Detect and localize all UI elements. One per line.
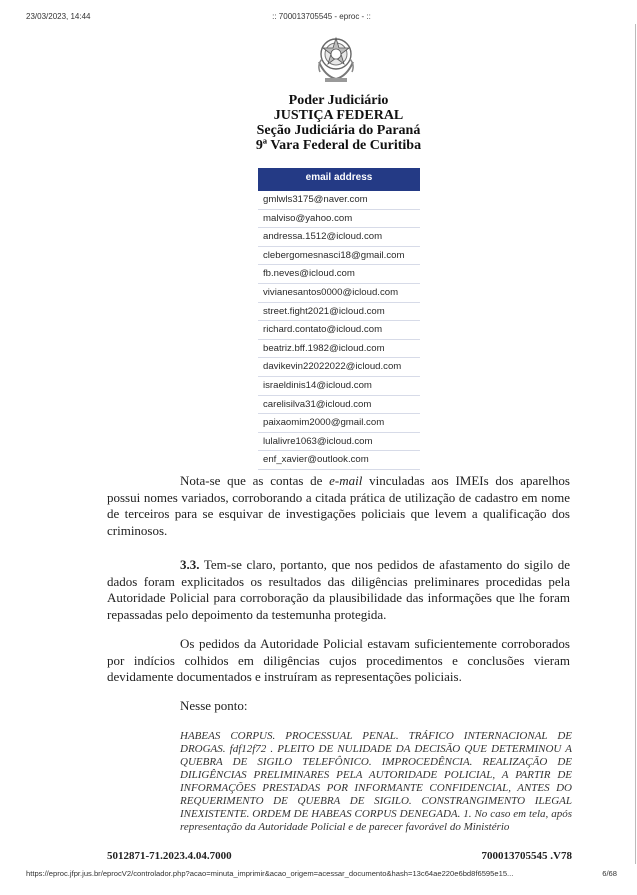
paragraph-1-emphasis: e-mail bbox=[329, 473, 363, 488]
print-url: https://eproc.jfpr.jus.br/eprocV2/controlador.php?acao=minuta_imprimir&acao_origem=acessar_documento&hash=13c64ae220e6bd8f6595e15... bbox=[26, 869, 514, 878]
email-row: street.fight2021@icloud.com bbox=[258, 303, 420, 322]
email-row: israeldinis14@icloud.com bbox=[258, 377, 420, 396]
email-row: vivianesantos0000@icloud.com bbox=[258, 284, 420, 303]
email-table-header: email address bbox=[258, 168, 420, 191]
email-row: paixaomim2000@gmail.com bbox=[258, 414, 420, 433]
email-row: malviso@yahoo.com bbox=[258, 210, 420, 229]
paragraph-1-end: vinculadas aos IMEIs dos aparelhos possui nomes variados, corroborando a citada prática de utilização de cadastro em nome de terceiros para se esquivar de investigações policiais que levem a qualificação dos criminosos. bbox=[107, 473, 570, 538]
paragraph-1 bbox=[107, 473, 570, 539]
coat-of-arms-icon bbox=[313, 32, 359, 84]
page-counter: 6/68 bbox=[602, 869, 617, 878]
print-date: 23/03/2023, 14:44 bbox=[26, 12, 91, 21]
email-table bbox=[258, 168, 420, 470]
court-heading bbox=[0, 93, 637, 153]
email-row: gmlwls3175@naver.com bbox=[258, 191, 420, 210]
email-row: carelisilva31@icloud.com bbox=[258, 396, 420, 415]
document-number: 700013705545 .V78 bbox=[481, 850, 572, 862]
heading-line-4: 9ª Vara Federal de Curitiba bbox=[255, 138, 422, 153]
email-row: beatriz.bff.1982@icloud.com bbox=[258, 340, 420, 359]
print-header bbox=[26, 10, 617, 24]
email-row: andressa.1512@icloud.com bbox=[258, 228, 420, 247]
heading-line-2: JUSTIÇA FEDERAL bbox=[273, 108, 404, 123]
paragraph-4: Nesse ponto: bbox=[180, 698, 248, 713]
heading-line-3: Seção Judiciária do Paraná bbox=[256, 123, 421, 138]
email-row: richard.contato@icloud.com bbox=[258, 321, 420, 340]
email-row: clebergomesnasci18@gmail.com bbox=[258, 247, 420, 266]
heading-line-1: Poder Judiciário bbox=[288, 93, 389, 108]
paragraph-1-start: Nota-se que as contas de bbox=[180, 473, 330, 488]
process-number: 5012871-71.2023.4.04.7000 bbox=[107, 850, 232, 862]
email-row: lulalivre1063@icloud.com bbox=[258, 433, 420, 452]
paragraph-3: Os pedidos da Autoridade Policial estavam suficientemente corroborados por indícios colhidos em diligências cujos procedimentos e conclusões vieram devidamente documentados e instruíram as representações policiais. bbox=[107, 636, 570, 684]
paragraph-2-text: Tem-se claro, portanto, que nos pedidos de afastamento do sigilo de dados foram explicitados os resultados das diligências preliminares procedidas pela Autoridade Policial para corroboração da plausibilidade das informações que lhe foram repassadas pelo depoimento da testemunha protegida. bbox=[107, 557, 570, 622]
email-row: davikevin22022022@icloud.com bbox=[258, 358, 420, 377]
print-doc-title: :: 700013705545 - eproc - :: bbox=[272, 12, 371, 21]
paragraph-2 bbox=[107, 557, 570, 623]
email-row: enf_xavier@outlook.com bbox=[258, 451, 420, 470]
case-law-quote: HABEAS CORPUS. PROCESSUAL PENAL. TRÁFICO INTERNACIONAL DE DROGAS. fdf12f72 . PLEITO DE NULIDADE DA DECISÃO QUE DETERMINOU A QUEBRA DE SIGILO TELEFÔNICO. IMPROCEDÊNCIA. REALIZAÇÃO DE DILIGÊNCIAS PRELIMINARES PELA AUTORIDADE POLICIAL, A PARTIR DE INFORMAÇÕES PRESTADAS POR INFORMANTE CONFIDENCIAL, ANTES DO REQUERIMENTO DE QUEBRA DE SIGILO. CONSTRANGIMENTO ILEGAL INEXISTENTE. ORDEM DE HABEAS CORPUS DENEGADA. 1. No caso em tela, após representação da Autoridade Policial e de parecer favorável do Ministério bbox=[180, 730, 572, 833]
section-number: 3.3. bbox=[180, 557, 200, 572]
email-row: fb.neves@icloud.com bbox=[258, 265, 420, 284]
